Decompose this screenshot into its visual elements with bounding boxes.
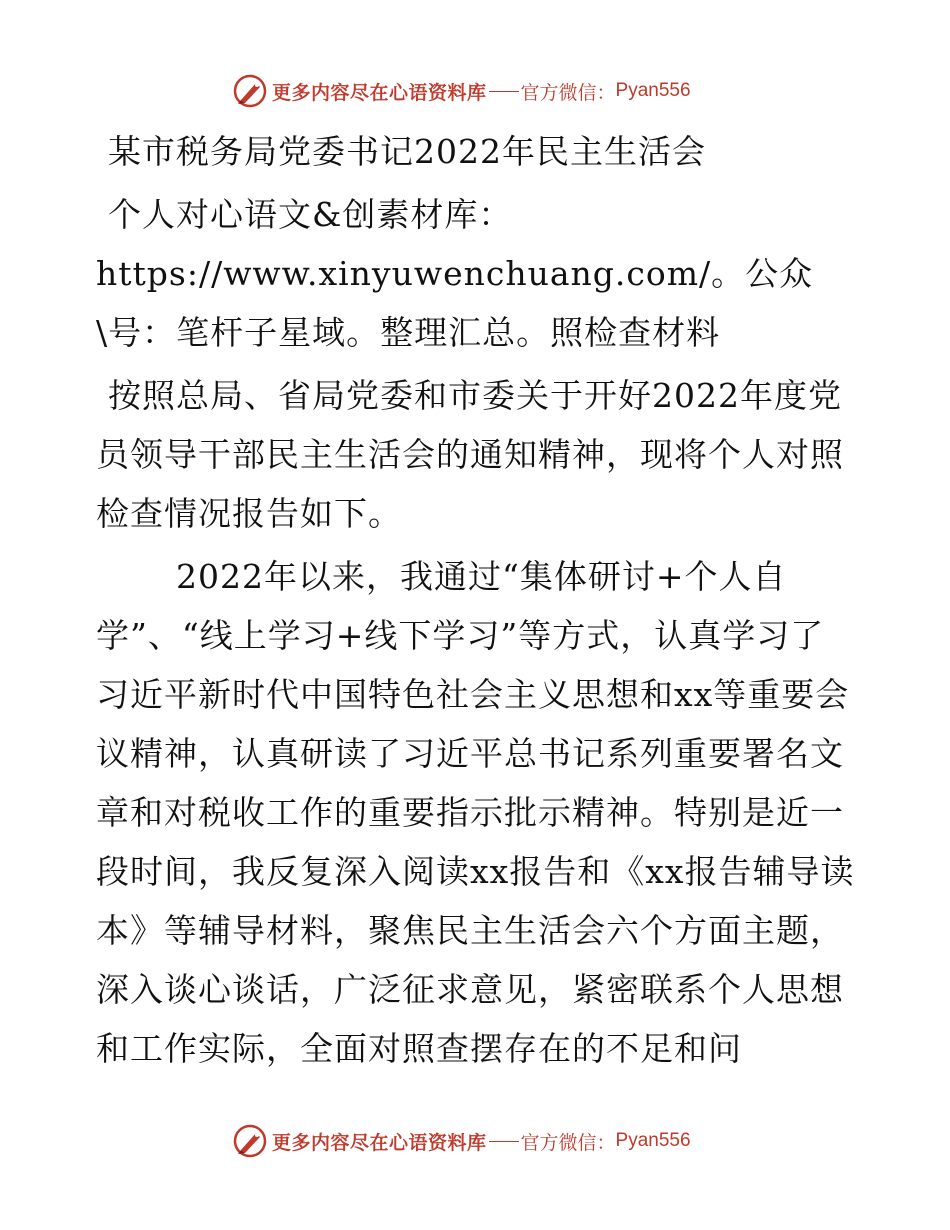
watermark-handle: Pyan556 [615,1130,691,1151]
document-title: 某市税务局党委书记2022年民主生活会 [108,132,706,171]
intro-paragraph: 按照总局、省局党委和市委关于开好2022年度党员领导干部民主生活会的通知精神，现将个人对照检查情况报告如下。 [96,376,844,533]
document-subhead: 个人对心语文&创素材库：https://www.xinyuwenchuang.com/。公众\号：笔杆子星域。整理汇总。照检查材料 [96,195,814,352]
watermark-banner-top [232,73,691,109]
watermark-divider [489,1141,519,1142]
pen-logo-icon [232,73,268,109]
watermark-handle: Pyan556 [615,80,691,101]
watermark-divider [489,91,519,92]
watermark-contact-label: 官方微信： [520,81,616,104]
watermark-brand: 更多内容尽在心语资料库 [272,81,487,104]
pen-logo-icon [232,1123,268,1159]
watermark-contact-label: 官方微信： [520,1131,616,1154]
body-paragraph: 2022年以来，我通过“集体研讨+个人自学”、“线上学习+线下学习”等方式，认真学习了习近平新时代中国特色社会主义思想和xx等重要会议精神，认真研读了习近平总书记系列重要署名文章和对税收工作的重要指示批示精神。特别是近一段时间，我反复深入阅读xx报告和《xx报告辅导读本》等辅导材料，聚焦民主生活会六个方面主题，深入谈心谈话，广泛征求意见，紧密联系个人思想和工作实际，全面对照查摆存在的不足和问 [96,557,855,1068]
document-body [96,122,856,1078]
watermark-brand: 更多内容尽在心语资料库 [272,1131,487,1154]
watermark-banner-bottom [232,1123,691,1159]
